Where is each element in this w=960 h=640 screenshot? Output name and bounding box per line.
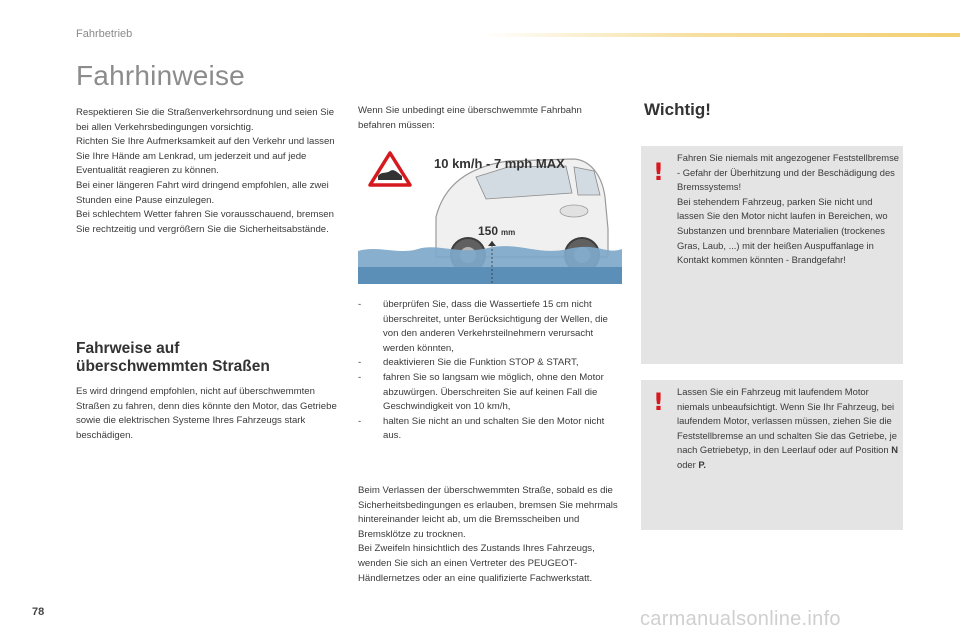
warning-box-text (677, 151, 899, 268)
intro-paragraph: Bei schlechtem Wetter fahren Sie vorausschauend, bremsen Sie rechtzeitig und vergrößern Sie die Sicherheitsabstände. (76, 209, 334, 235)
list-item-text: fahren Sie so langsam wie möglich, ohne den Motor abzuwürgen. Überschreiten Sie auf keinen Fall die Geschwindigkeit von 10 km/h, (383, 371, 604, 413)
after-flood-text (358, 484, 622, 586)
warning-heading: Wichtig! (644, 100, 711, 119)
intro-text (76, 106, 338, 237)
intro-paragraph: Bei einer längeren Fahrt wird dringend empfohlen, alle zwei Stunden eine Pause einzulegen. (76, 179, 329, 206)
after-flood-paragraph: Bei Zweifeln hinsichtlich des Zustands Ihres Fahrzeugs, wenden Sie sich an einen Vertreter des PEUGEOT-Händlernetzes oder an eine qualifizierte Fachwerkstatt. (358, 543, 595, 584)
gear-position-n: N (891, 444, 898, 456)
flood-section-body: Es wird dringend empfohlen, nicht auf überschwemmten Straßen zu fahren, denn dies könnte den Motor, das Getriebe sowie die elektrischen Systeme Ihres Fahrzeugs stark beschädigen. (76, 386, 337, 441)
water-depth-unit: mm (501, 228, 516, 237)
list-item (358, 415, 622, 444)
warning-box-text (677, 385, 899, 473)
flooded-car-drawing (358, 145, 622, 284)
warning-paragraph: Fahren Sie niemals mit angezogener Feststellbremse - Gefahr der Überhitzung und der Beschädigung des Bremssystems! (677, 152, 899, 193)
list-item (358, 371, 622, 415)
list-item-text: deaktivieren Sie die Funktion STOP & START, (383, 357, 579, 369)
intro-paragraph: Respektieren Sie die Straßenverkehrsordnung und seien Sie bei allen Verkehrsbedingungen vorsichtig. (76, 107, 335, 133)
watermark: carmanualsonline.info (640, 608, 841, 630)
exclamation-icon: ! (653, 158, 664, 186)
warning-triangle-icon (370, 153, 410, 185)
list-dash: - (358, 299, 362, 310)
warning-box-running-engine (641, 380, 903, 530)
list-dash: - (358, 371, 362, 383)
gear-or: oder (677, 458, 696, 470)
header-accent-bar (480, 33, 960, 37)
section-label: Fahrbetrieb (76, 28, 133, 40)
warning-paragraph: Lassen Sie ein Fahrzeug mit laufendem Motor niemals unbeaufsichtigt. Wenn Sie Ihr Fahrzeug, bei laufendem Motor, verlassen müssen, ziehen Sie die Feststellbremse an und schalten Sie das Getriebe, je nach Getriebetyp, in den Leerlauf oder auf Position (677, 386, 897, 456)
list-item (358, 298, 622, 356)
page-number: 78 (32, 606, 45, 618)
speed-limit-label: 10 km/h - 7 mph MAX (434, 156, 565, 171)
flood-section-heading (76, 340, 346, 376)
water-depth-value: 150 (478, 224, 499, 238)
flood-lead-text: Wenn Sie unbedingt eine überschwemmte Fahrbahn befahren müssen: (358, 105, 582, 131)
gear-position-p: P. (698, 458, 707, 470)
list-dash: - (358, 357, 362, 369)
list-item-text: halten Sie nicht an und schalten Sie den Motor nicht aus. (383, 415, 605, 442)
list-dash: - (358, 415, 362, 427)
after-flood-paragraph: Beim Verlassen der überschwemmten Straße, sobald es die Sicherheitsbedingungen es erlauben, bremsen Sie mehrmals hintereinander leicht ab, um die Bremsscheiben und Bremsklötze zu trocknen. (358, 485, 618, 540)
flood-heading-line2: überschwemmten Straßen (76, 358, 270, 375)
page-title: Fahrhinweise (76, 60, 245, 91)
intro-paragraph: Richten Sie Ihre Aufmerksamkeit auf den Verkehr und lassen Sie Ihre Hände am Lenkrad, um jederzeit und auf jede Eventualität reagieren zu können. (76, 136, 335, 177)
warning-box-brake (641, 146, 903, 364)
list-item-text: überprüfen Sie, dass die Wassertiefe 15 cm nicht überschreitet, unter Berücksichtigung der Wellen, die von den anderen Verkehrsteilnehmern verursacht werden könnten, (383, 299, 608, 354)
list-item (358, 356, 622, 371)
flooded-road-illustration (358, 145, 622, 284)
exclamation-icon: ! (653, 388, 664, 416)
flood-heading-line1: Fahrweise auf (76, 340, 180, 357)
flood-instructions-list (358, 298, 622, 444)
warning-paragraph: Bei stehendem Fahrzeug, parken Sie nicht und lassen Sie den Motor nicht laufen in Bereichen, wo Substanzen und brennbare Materialien (trockenes Gras, Laub, ...) mit der heißen Auspuffanlage in Kontakt kommen könnten - Brandgefahr! (677, 195, 888, 266)
